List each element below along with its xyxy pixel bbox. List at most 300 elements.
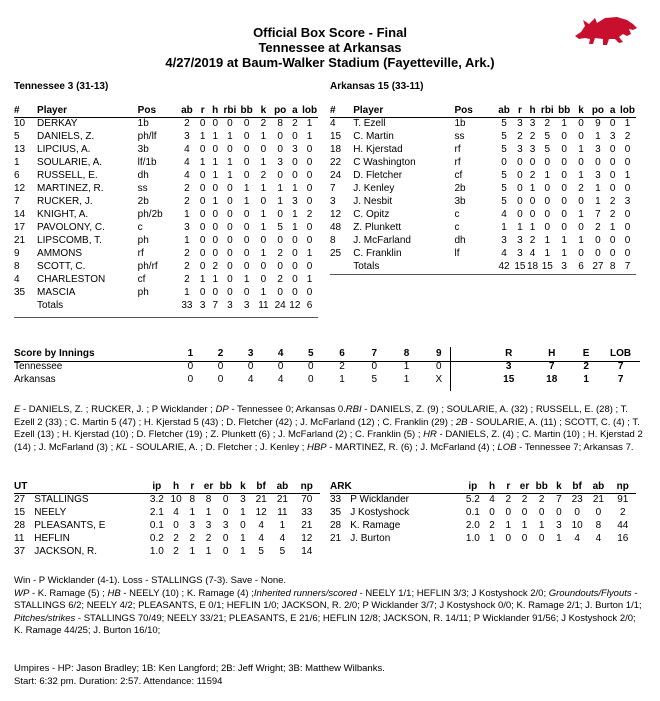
stat-h: 1 <box>529 222 536 233</box>
inning-runs: 4 <box>247 374 254 385</box>
stat-lob: 1 <box>624 170 631 181</box>
stat-r: 0 <box>199 144 206 155</box>
stat-lob: 3 <box>624 196 631 207</box>
stat-h: 0 <box>212 287 218 298</box>
line-score-header-row <box>14 347 640 360</box>
pitching-row <box>330 519 636 532</box>
stat-a: 3 <box>609 131 616 142</box>
batting-row <box>14 273 318 286</box>
pitching-row <box>330 532 636 545</box>
stat-lob: 0 <box>306 144 313 155</box>
inning-runs: 0 <box>187 374 194 385</box>
player-name: Z. Plunkett <box>353 222 402 233</box>
inning-runs: 0 <box>308 361 314 372</box>
stat-lob: 0 <box>306 222 313 233</box>
stat-k: 2 <box>578 183 584 194</box>
box-score-heading: Official Box Score - Final <box>253 25 407 40</box>
stat-h: 1 <box>529 183 536 194</box>
stat-lob: 0 <box>624 144 631 155</box>
batting-row <box>14 182 318 195</box>
stat-r: 0 <box>517 209 523 220</box>
position: rf <box>454 157 461 168</box>
pitching-team-label: ARK <box>330 481 352 492</box>
batting-row <box>14 130 318 143</box>
line-score-title: Score by Innings <box>14 348 95 359</box>
stat-r: 0 <box>199 287 206 298</box>
pitching-row <box>330 493 636 506</box>
visitor-pitching-table <box>14 480 320 558</box>
stat-po: 2 <box>595 222 601 233</box>
pitching-team-label: UT <box>14 481 28 492</box>
rhe-r: 3 <box>505 361 512 372</box>
col-header-rbi: rbi <box>223 105 237 116</box>
stat-bb: 0 <box>561 157 567 168</box>
stat-ab: 2 <box>184 196 190 207</box>
stat-k: 0 <box>578 131 584 142</box>
pitch-stat-er: 0 <box>521 507 528 518</box>
stat-r: 0 <box>199 183 206 194</box>
stat-lob: 0 <box>306 261 313 272</box>
stat-lob: 1 <box>306 118 313 129</box>
pitch-stat-h: 0 <box>489 507 495 518</box>
rhe-header-h: H <box>548 348 556 359</box>
total-k: 11 <box>258 300 269 311</box>
pitch-stat-er: 1 <box>521 520 528 531</box>
stat-k: 0 <box>578 118 584 129</box>
pitch-stat-bf: 4 <box>574 533 580 544</box>
pitch-stat-r: 3 <box>189 520 196 531</box>
stat-lob: 0 <box>306 183 313 194</box>
rhe-r: 15 <box>503 374 515 385</box>
visitor-team-header: Tennessee 3 (31-13) <box>14 81 109 92</box>
stat-rbi: 0 <box>227 209 233 220</box>
pitch-stat-np: 14 <box>301 546 313 557</box>
pitch-stat-k: 0 <box>240 520 246 531</box>
stat-po: 0 <box>277 287 283 298</box>
pitch-stat-bf: 21 <box>255 494 267 505</box>
note-label: HBP <box>307 441 327 453</box>
batting-row <box>330 182 636 195</box>
stat-rbi: 1 <box>227 170 233 181</box>
stat-bb: 0 <box>243 144 250 155</box>
col-header-bb: bb <box>558 105 571 116</box>
stat-r: 3 <box>517 144 523 155</box>
stat-k: 2 <box>260 170 267 181</box>
player-name: MARTINEZ, R. <box>37 183 104 194</box>
pitch-stat-bb: 0 <box>222 494 229 505</box>
player-name: C. Franklin <box>353 248 402 259</box>
stat-bb: 0 <box>561 209 567 220</box>
stat-r: 0 <box>199 248 206 259</box>
col-header-Pos: Pos <box>454 105 473 116</box>
stat-po: 0 <box>277 261 283 272</box>
note-text: - SOULARIE, A. (11) ; SCOTT, C. (4) ; T. Ezell (13) ; H. Kjerstad (10) ; D. Fletcher (19) ; Z. Plunkett (6) ; J. McFarland (2) ; C. Franklin (5) ; <box>14 416 640 440</box>
home-batting-header-rule <box>330 117 636 118</box>
pitch-stat-k: 1 <box>240 546 246 557</box>
stat-k: 1 <box>578 235 584 246</box>
jersey-number: 48 <box>330 222 342 233</box>
note-label: 2B <box>455 416 468 428</box>
batting-row <box>14 221 318 234</box>
jersey-number: 8 <box>330 235 336 246</box>
pitch-stat-ab: 5 <box>279 546 286 557</box>
position: 3b <box>137 144 149 155</box>
pitch-stat-ab: 21 <box>276 494 288 505</box>
stat-ab: 5 <box>501 196 507 207</box>
col-header-rbi: rbi <box>540 105 554 116</box>
jersey-number: 7 <box>14 196 20 207</box>
stat-ab: 2 <box>184 118 190 129</box>
position: c <box>137 222 143 233</box>
pitcher-name: J Kostyshock <box>350 507 410 518</box>
position: rf <box>454 144 461 155</box>
pitch-stat-bf: 12 <box>255 507 267 518</box>
position: ph/2b <box>137 209 163 220</box>
batting-totals-row <box>14 299 318 312</box>
stat-a: 0 <box>609 118 616 129</box>
stat-a: 0 <box>292 235 298 246</box>
note-label: Inherited runners/scored <box>253 587 357 599</box>
inning-runs: 0 <box>217 361 224 372</box>
note-text: - Tennessee 0; Arkansas 0. <box>228 404 346 415</box>
stat-k: 0 <box>578 222 584 233</box>
player-name: LIPSCOMB, T. <box>37 235 102 246</box>
stat-k: 0 <box>578 196 584 207</box>
inning-header-3: 3 <box>247 348 254 359</box>
stat-lob: 0 <box>624 248 631 259</box>
stat-ab: 0 <box>501 157 507 168</box>
batting-notes <box>14 404 644 454</box>
pitch-stat-np: 16 <box>617 533 629 544</box>
stat-bb: 0 <box>561 196 567 207</box>
pitch-col-header-r: r <box>190 481 195 492</box>
col-header-k: k <box>260 105 267 116</box>
pitch-stat-k: 7 <box>556 494 562 505</box>
stat-bb: 1 <box>561 118 567 129</box>
pitch-stat-bf: 10 <box>571 520 583 531</box>
stat-a: 3 <box>292 196 298 207</box>
inning-header-8: 8 <box>403 348 410 359</box>
stat-r: 0 <box>199 170 206 181</box>
col-header-Player: Player <box>353 105 384 116</box>
pitch-stat-k: 1 <box>240 507 246 518</box>
col-header-k: k <box>578 105 584 116</box>
col-header-a: a <box>292 105 298 116</box>
stat-h: 0 <box>212 235 218 246</box>
stat-k: 1 <box>260 131 267 142</box>
stat-rbi: 5 <box>544 131 551 142</box>
total-lob: 7 <box>624 261 631 272</box>
stat-a: 0 <box>609 235 616 246</box>
stat-a: 0 <box>292 248 298 259</box>
note-text: - DANIELS, Z. (9) ; SOULARIE, A. (32) ; RUSSELL, E. (28) ; T. Ezell 2 (33) ; C. Martin 5 (47) ; H. Kjerstad 5 (43) ; D. Fletcher (42) ; J. McFarland (12) ; C. Franklin (29) ; <box>14 404 629 428</box>
pitch-col-header-h: h <box>173 481 180 492</box>
inning-header-9: 9 <box>436 348 442 359</box>
player-name: H. Kjerstad <box>353 144 403 155</box>
stat-r: 0 <box>517 183 523 194</box>
jersey-number: 28 <box>330 520 342 531</box>
pitching-row <box>330 506 636 519</box>
pitch-stat-bb: 1 <box>538 520 545 531</box>
pitch-stat-r: 8 <box>189 494 196 505</box>
pitch-col-header-ab: ab <box>276 481 289 492</box>
pitcher-name: NEELY <box>34 507 67 518</box>
pitch-stat-bf: 4 <box>258 533 264 544</box>
line-score-divider <box>450 347 451 391</box>
pitching-row <box>14 519 320 532</box>
pitch-stat-np: 70 <box>301 494 313 505</box>
player-name: KNIGHT, A. <box>37 209 89 220</box>
stat-po: 0 <box>277 144 283 155</box>
jersey-number: 35 <box>330 507 342 518</box>
pitch-col-header-er: er <box>203 481 214 492</box>
pitch-stat-ip: 5.2 <box>465 494 480 505</box>
stat-h: 3 <box>529 118 536 129</box>
stat-a: 2 <box>609 196 616 207</box>
stat-lob: 1 <box>306 131 313 142</box>
pitch-stat-er: 1 <box>205 507 212 518</box>
stat-a: 0 <box>609 157 616 168</box>
stat-k: 2 <box>260 118 267 129</box>
pitch-stat-ab: 4 <box>279 533 286 544</box>
stat-po: 1 <box>595 196 601 207</box>
stat-rbi: 1 <box>227 131 233 142</box>
pitch-stat-ip: 1.0 <box>149 546 164 557</box>
pitching-header-row <box>14 480 320 493</box>
home-batting-table <box>330 104 636 273</box>
player-name: SOULARIE, A. <box>37 157 103 168</box>
stat-lob: 0 <box>624 183 631 194</box>
pitch-stat-r: 0 <box>505 533 512 544</box>
stat-bb: 1 <box>243 274 250 285</box>
stat-h: 2 <box>529 235 536 246</box>
position: ph/rf <box>137 261 158 272</box>
stat-r: 0 <box>199 209 206 220</box>
pitch-stat-er: 8 <box>205 494 212 505</box>
stat-r: 0 <box>199 118 206 129</box>
stat-h: 0 <box>529 209 536 220</box>
rhe-h: 7 <box>548 361 555 372</box>
stat-bb: 0 <box>243 248 250 259</box>
jersey-number: 9 <box>14 248 20 259</box>
note-label: HR <box>423 429 437 440</box>
inning-runs: 0 <box>308 374 314 385</box>
stat-po: 1 <box>595 131 601 142</box>
pitch-stat-np: 33 <box>301 507 313 518</box>
total-h: 18 <box>526 261 539 272</box>
stat-rbi: 0 <box>227 261 233 272</box>
stat-rbi: 0 <box>227 144 233 155</box>
note-text: - NEELY (10) ; K. Ramage (4) ; <box>120 587 254 599</box>
pitch-stat-r: 0 <box>505 507 512 518</box>
stat-k: 0 <box>260 144 267 155</box>
pitch-stat-h: 0 <box>173 520 179 531</box>
inning-runs: 5 <box>371 374 378 385</box>
stat-h: 0 <box>212 118 218 129</box>
jersey-number: 15 <box>14 507 26 518</box>
inning-runs: 0 <box>187 361 194 372</box>
jersey-number: 21 <box>14 235 26 246</box>
batting-row <box>330 169 636 182</box>
pitch-col-header-er: er <box>519 481 530 492</box>
pitch-stat-np: 44 <box>617 520 629 531</box>
jersey-number: 3 <box>330 196 336 207</box>
stat-a: 0 <box>609 144 616 155</box>
stat-k: 0 <box>260 235 267 246</box>
note-text: - STALLINGS 6/2; NEELY 4/2; PLEASANTS, E 0/1; HEFLIN 1/0; JACKSON, R. 2/0; P Wicklander 3/7; J Kostyshock 0/0; K. Ramage 2/1; J. Burton 1/1; <box>14 587 642 611</box>
inning-runs: 0 <box>371 361 378 372</box>
stat-a: 0 <box>292 274 298 285</box>
note-text: - STALLINGS 70/49; NEELY 33/21; PLEASANTS, E 21/6; HEFLIN 12/8; JACKSON, R. 14/11; P Wicklander 91/56; J Kostyshock 2/0; K. Ramage 44/25; J. Burton 16/10; <box>14 612 636 636</box>
total-po: 27 <box>592 261 604 272</box>
stat-r: 1 <box>199 157 206 168</box>
stat-po: 7 <box>595 209 601 220</box>
jersey-number: 28 <box>14 520 26 531</box>
pitch-stat-k: 0 <box>556 507 562 518</box>
col-header-Pos: Pos <box>137 105 157 116</box>
stat-rbi: 0 <box>227 274 233 285</box>
pitch-col-header-ip: ip <box>152 481 162 492</box>
stat-a: 0 <box>292 261 298 272</box>
jersey-number: 24 <box>330 170 342 181</box>
stat-lob: 0 <box>306 235 313 246</box>
pitch-stat-r: 2 <box>189 533 196 544</box>
stat-po: 3 <box>595 170 601 181</box>
home-pitching-header-rule <box>330 493 636 494</box>
player-name: C. Opitz <box>353 209 390 220</box>
pitch-stat-bb: 0 <box>538 507 545 518</box>
pitch-col-header-r: r <box>506 481 511 492</box>
stat-bb: 1 <box>561 235 567 246</box>
stat-a: 1 <box>292 183 298 194</box>
visitor-batting-table <box>14 104 318 312</box>
stat-lob: 0 <box>624 222 631 233</box>
pitch-stat-bb: 3 <box>222 520 229 531</box>
pitch-stat-h: 10 <box>170 494 182 505</box>
batting-header-row <box>330 104 636 117</box>
total-h: 7 <box>212 300 218 311</box>
stat-h: 0 <box>212 209 218 220</box>
pitcher-name: PLEASANTS, E <box>34 520 106 531</box>
stat-k: 1 <box>578 209 584 220</box>
batting-row <box>14 286 318 299</box>
stat-r: 0 <box>517 196 523 207</box>
jersey-number: 4 <box>330 118 336 129</box>
pitcher-name: J. Burton <box>350 533 391 544</box>
note-text: - K. Ramage (5) ; <box>29 587 108 599</box>
col-header-num: # <box>330 105 336 116</box>
batting-totals-row <box>330 260 636 273</box>
stat-h: 2 <box>529 131 536 142</box>
stat-ab: 5 <box>501 118 507 129</box>
pitch-stat-bb: 0 <box>222 546 229 557</box>
jersey-number: 15 <box>330 131 342 142</box>
note-text: - Tennessee 7; Arkansas 7. <box>516 441 634 453</box>
stat-k: 0 <box>260 261 267 272</box>
stat-ab: 2 <box>184 248 190 259</box>
position: 1b <box>137 118 149 129</box>
jersey-number: 18 <box>330 144 342 155</box>
col-header-ab: ab <box>181 105 193 116</box>
total-a: 12 <box>289 300 301 311</box>
batting-row <box>14 169 318 182</box>
position: dh <box>454 235 466 246</box>
pitch-stat-bf: 0 <box>574 507 580 518</box>
game-info-line: Start: 6:32 pm. Duration: 2:57. Attendance: 11594 <box>14 676 223 687</box>
stat-ab: 3 <box>184 222 190 233</box>
inning-header-2: 2 <box>217 348 224 359</box>
stat-po: 1 <box>277 183 283 194</box>
pitching-header-row <box>330 480 636 493</box>
stat-h: 0 <box>212 183 218 194</box>
jersey-number: 22 <box>330 157 342 168</box>
stat-a: 2 <box>292 118 298 129</box>
jersey-number: 27 <box>14 494 26 505</box>
stat-h: 1 <box>212 170 218 181</box>
player-name: DANIELS, Z. <box>37 131 95 142</box>
totals-spacer <box>138 299 178 312</box>
razorback-hog-icon <box>573 12 639 50</box>
stat-ab: 4 <box>501 248 507 259</box>
col-header-h: h <box>529 105 536 116</box>
player-name: RUCKER, J. <box>37 196 93 207</box>
pitch-stat-h: 2 <box>173 533 179 544</box>
stat-ab: 1 <box>184 287 190 298</box>
stat-po: 0 <box>277 170 283 181</box>
pitch-col-header-np: np <box>300 481 313 492</box>
position: 2b <box>137 196 149 207</box>
pitch-col-header-k: k <box>556 481 562 492</box>
pitcher-name: P Wicklander <box>350 494 409 505</box>
player-name: J. Kenley <box>353 183 395 194</box>
pitch-stat-bb: 0 <box>222 507 229 518</box>
stat-bb: 0 <box>561 183 567 194</box>
stat-h: 1 <box>212 196 218 207</box>
player-name: D. Fletcher <box>353 170 403 181</box>
stat-rbi: 0 <box>227 235 233 246</box>
stat-po: 3 <box>595 144 601 155</box>
stat-a: 0 <box>292 170 298 181</box>
col-header-a: a <box>609 105 616 116</box>
pitch-stat-er: 2 <box>521 494 528 505</box>
stat-lob: 0 <box>624 235 631 246</box>
pitch-stat-ab: 8 <box>595 520 602 531</box>
pitcher-name: JACKSON, R. <box>34 546 98 557</box>
batting-row <box>14 143 318 156</box>
stat-bb: 1 <box>243 183 250 194</box>
decision-line: Win - P Wicklander (4-1). Loss - STALLINGS (7-3). Save - None. <box>14 575 287 586</box>
total-bb: 3 <box>243 300 250 311</box>
stat-a: 0 <box>609 248 616 259</box>
batting-row <box>14 195 318 208</box>
note-text: - DANIELS, Z. ; RUCKER, J. ; P Wicklander ; <box>20 404 216 415</box>
stat-h: 0 <box>212 248 218 259</box>
jersey-number: 5 <box>14 131 20 142</box>
position: ph <box>137 235 149 246</box>
stat-a: 3 <box>292 144 298 155</box>
batting-row <box>14 117 318 130</box>
pitch-stat-np: 91 <box>617 494 629 505</box>
stat-h: 2 <box>212 261 218 272</box>
stat-h: 1 <box>212 274 218 285</box>
inning-header-5: 5 <box>308 348 314 359</box>
stat-rbi: 1 <box>544 248 551 259</box>
rhe-header-lob: LOB <box>610 348 632 359</box>
col-header-num: # <box>14 105 20 116</box>
jersey-number: 35 <box>14 287 26 298</box>
stat-k: 1 <box>578 170 584 181</box>
stat-r: 0 <box>199 196 206 207</box>
